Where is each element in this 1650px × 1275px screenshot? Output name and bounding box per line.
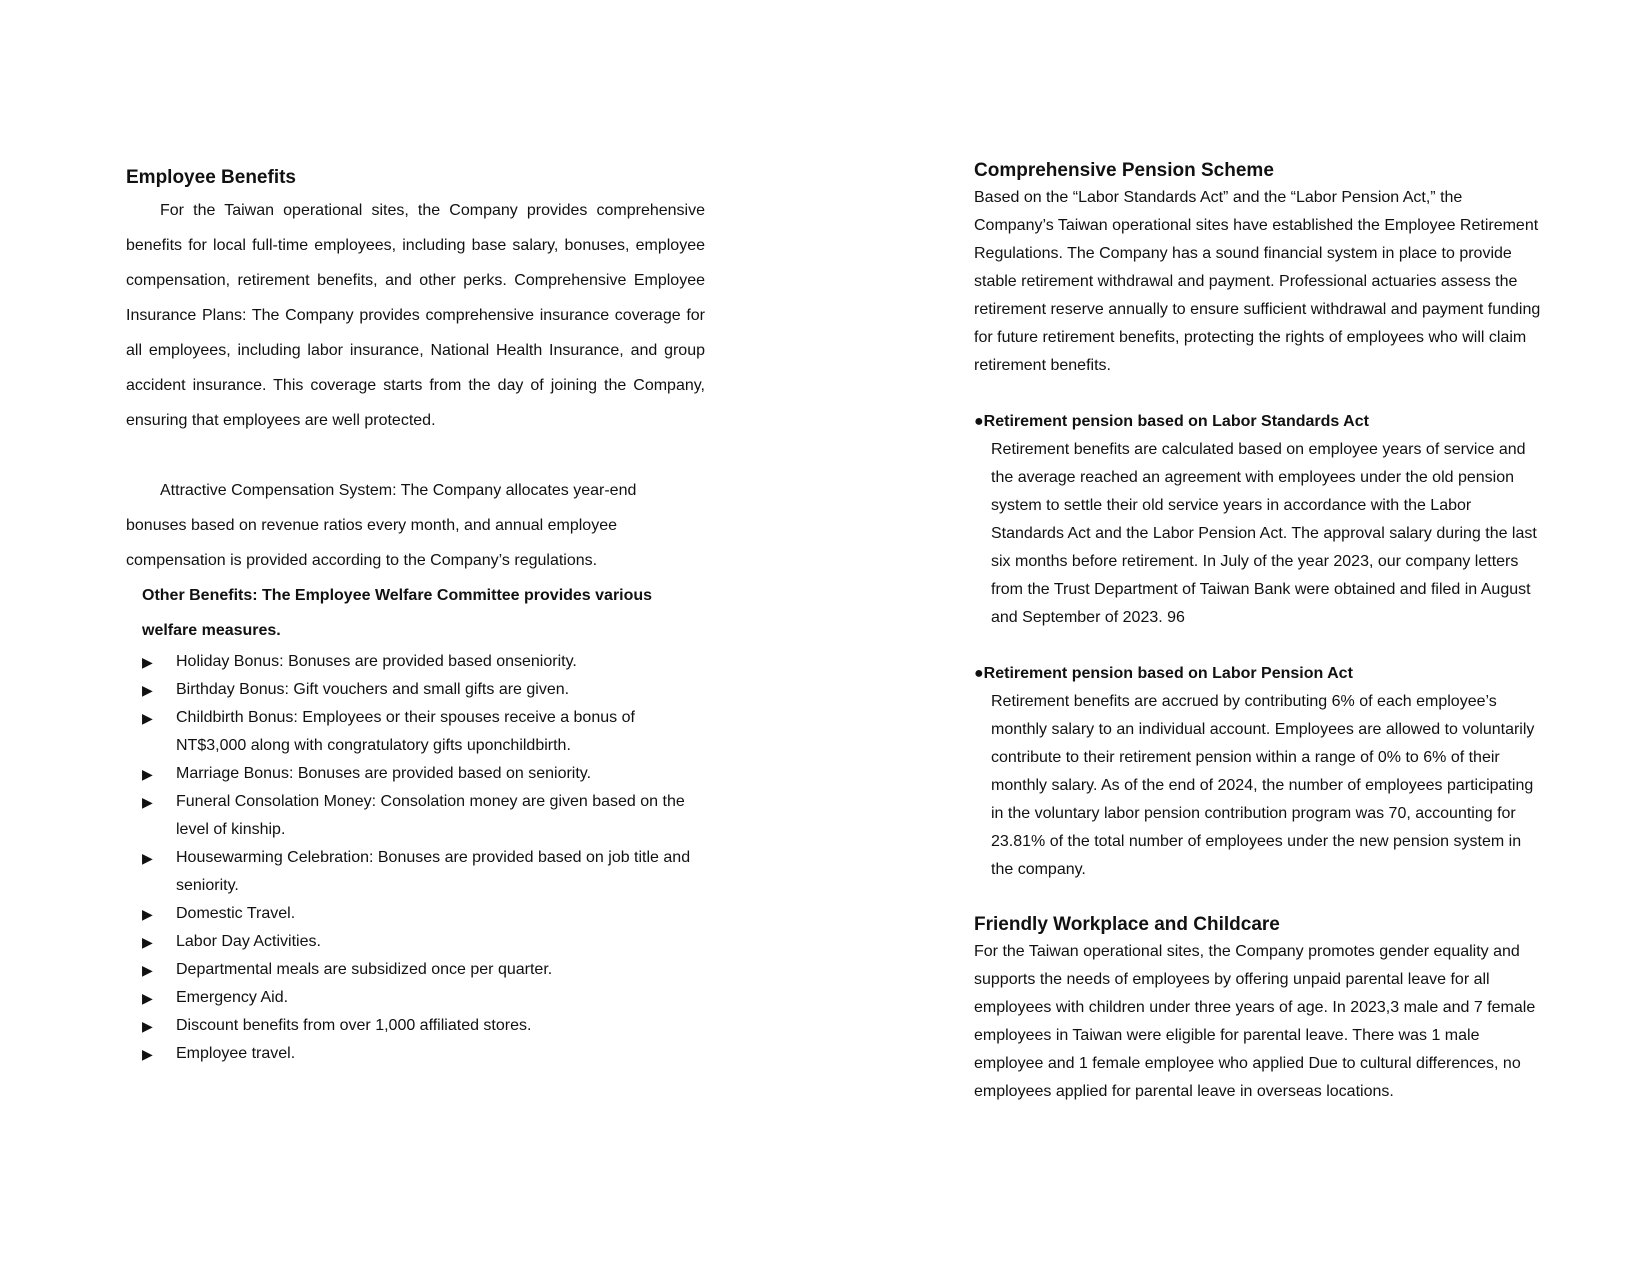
list-item	[142, 648, 696, 676]
list-item	[142, 760, 696, 788]
triangle-bullet-icon: ▶	[142, 990, 153, 1006]
triangle-bullet-icon: ▶	[142, 710, 153, 726]
list-item	[142, 1040, 696, 1068]
spacer	[974, 380, 1544, 408]
benefit-text: Discount benefits from over 1,000 affiliated stores.	[176, 1017, 532, 1034]
spacer	[126, 438, 705, 473]
labor-standards-paragraph: Retirement benefits are calculated based on employee years of service and the average reached an agreement with employees under the old pension system to settle their old service years in accordance with the Labor Standards Act and the Labor Pension Act. The approval salary during the last six months before retirement. In July of the year 2023, our company letters from the Trust Department of Taiwan Bank were obtained and filed in August and September of 2023. 96	[991, 441, 1537, 626]
list-item	[142, 704, 696, 760]
list-item	[142, 956, 696, 984]
pension-scheme-paragraph: Based on the “Labor Standards Act” and the “Labor Pension Act,” the Company’s Taiwan operational sites have established the Employee Retirement Regulations. The Company has a sound financial system in place to provide stable retirement withdrawal and payment. Professional actuaries assess the retirement reserve annually to ensure sufficient withdrawal and payment funding for future retirement benefits, protecting the rights of employees who will claim retirement benefits.	[974, 189, 1541, 374]
triangle-bullet-icon: ▶	[142, 962, 153, 978]
benefit-text: Departmental meals are subsidized once per quarter.	[176, 961, 553, 978]
benefit-text: Birthday Bonus: Gift vouchers and small gifts are given.	[176, 681, 570, 698]
compensation-paragraph: Attractive Compensation System: The Company allocates year-end bonuses based on revenue ratios every month, and annual employee compensation is provided according to the Company’s regulations.	[126, 482, 637, 569]
triangle-bullet-icon: ▶	[142, 1046, 153, 1062]
other-benefits-heading: Other Benefits: The Employee Welfare Committee provides various welfare measures.	[142, 587, 653, 639]
list-item	[142, 676, 696, 704]
triangle-bullet-icon: ▶	[142, 682, 153, 698]
benefit-text: Funeral Consolation Money: Consolation money are given based on the level of kinship.	[176, 793, 685, 838]
triangle-bullet-icon: ▶	[142, 906, 153, 922]
left-column	[126, 163, 705, 1068]
triangle-bullet-icon: ▶	[142, 1018, 153, 1034]
triangle-bullet-icon: ▶	[142, 794, 153, 810]
benefit-text: Emergency Aid.	[176, 989, 289, 1006]
benefit-text: Marriage Bonus: Bonuses are provided based on seniority.	[176, 765, 592, 782]
list-item	[142, 984, 696, 1012]
list-item	[142, 788, 696, 844]
labor-standards-heading: ●Retirement pension based on Labor Standards Act	[974, 413, 1369, 430]
right-column	[974, 158, 1544, 1106]
labor-pension-paragraph: Retirement benefits are accrued by contributing 6% of each employee’s monthly salary to an individual account. Employees are allowed to voluntarily contribute to their retirement pension within a range of 0% to 6% of their monthly salary. As of the end of 2024, the number of employees participating in the voluntary labor pension contribution program was 70, accounting for 23.81% of the total number of employees under the new pension system in the company.	[991, 693, 1535, 878]
benefit-text: Childbirth Bonus: Employees or their spouses receive a bonus of NT$3,000 along with congratulatory gifts uponchildbirth.	[176, 709, 635, 754]
triangle-bullet-icon: ▶	[142, 934, 153, 950]
triangle-bullet-icon: ▶	[142, 654, 153, 670]
list-item	[142, 900, 696, 928]
triangle-bullet-icon: ▶	[142, 766, 153, 782]
benefits-list	[126, 648, 705, 1068]
benefit-text: Employee travel.	[176, 1045, 296, 1062]
childcare-paragraph: For the Taiwan operational sites, the Company promotes gender equality and supports the needs of employees by offering unpaid parental leave for all employees with children under three years of age. In 2023,3 male and 7 female employees in Taiwan were eligible for parental leave. There was 1 male employee and 1 female employee who applied Due to cultural differences, no employees applied for parental leave in overseas locations.	[974, 943, 1536, 1100]
labor-pension-heading: ●Retirement pension based on Labor Pension Act	[974, 665, 1353, 682]
list-item	[142, 844, 696, 900]
childcare-heading: Friendly Workplace and Childcare	[974, 914, 1280, 935]
spacer	[974, 632, 1544, 660]
benefit-text: Labor Day Activities.	[176, 933, 321, 950]
benefit-text: Housewarming Celebration: Bonuses are provided based on job title and seniority.	[176, 849, 691, 894]
employee-benefits-paragraph: For the Taiwan operational sites, the Company provides comprehensive benefits for local full-time employees, including base salary, bonuses, employee compensation, retirement benefits, and other perks. Comprehensive Employee Insurance Plans: The Company provides comprehensive insurance coverage for all employees, including labor insurance, National Health Insurance, and group accident insurance. This coverage starts from the day of joining the Company, ensuring that employees are well protected.	[126, 202, 705, 429]
list-item	[142, 1012, 696, 1040]
list-item	[142, 928, 696, 956]
benefit-text: Domestic Travel.	[176, 905, 296, 922]
benefit-text: Holiday Bonus: Bonuses are provided based onseniority.	[176, 653, 577, 670]
pension-scheme-heading: Comprehensive Pension Scheme	[974, 160, 1274, 181]
triangle-bullet-icon: ▶	[142, 850, 153, 866]
employee-benefits-heading: Employee Benefits	[126, 167, 296, 188]
